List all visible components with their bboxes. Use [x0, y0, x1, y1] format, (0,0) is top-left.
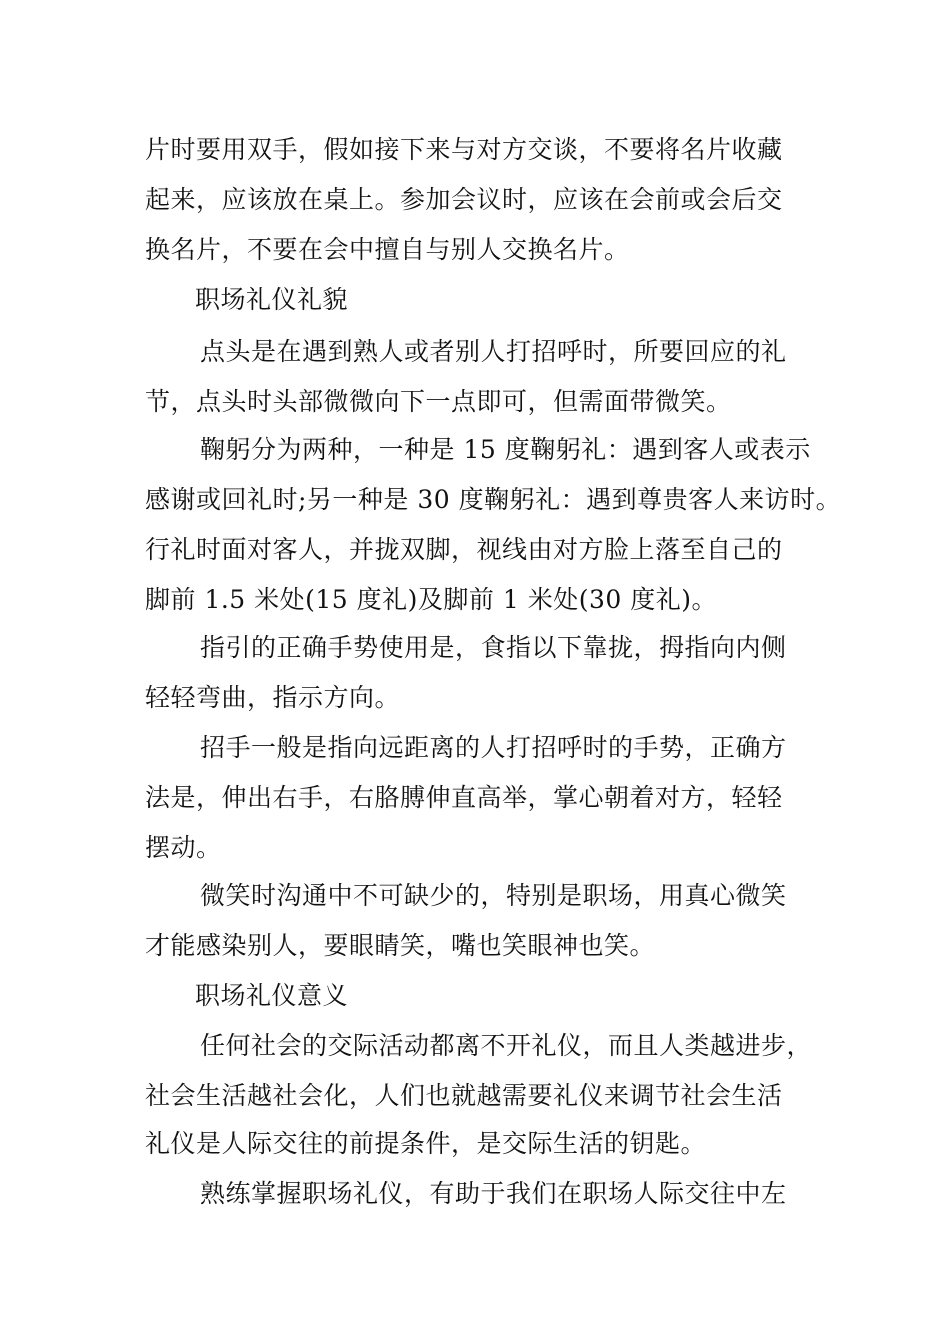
text-line: 起来，应该放在桌上。参加会议时，应该在会前或会后交 [145, 185, 783, 214]
text-line: 感谢或回礼时;另一种是 30 度鞠躬礼：遇到尊贵客人来访时。 [145, 485, 842, 514]
text-line: 轻轻弯曲，指示方向。 [145, 683, 401, 712]
text-line: 礼仪是人际交往的前提条件，是交际生活的钥匙。 [145, 1129, 707, 1158]
paragraph-first-line: 微笑时沟通中不可缺少的，特别是职场，用真心微笑 [200, 881, 787, 910]
section-heading: 职场礼仪意义 [195, 981, 349, 1010]
paragraph-first-line: 任何社会的交际活动都离不开礼仪，而且人类越进步， [200, 1031, 813, 1060]
paragraph-first-line: 指引的正确手势使用是，食指以下靠拢，拇指向内侧 [200, 633, 787, 662]
paragraph-first-line: 招手一般是指向远距离的人打招呼时的手势，正确方 [200, 733, 787, 762]
text-line: 行礼时面对客人，并拢双脚，视线由对方脸上落至自己的 [145, 535, 783, 564]
text-line: 社会生活越社会化，人们也就越需要礼仪来调节社会生活 [145, 1081, 783, 1110]
text-line: 节，点头时头部微微向下一点即可，但需面带微笑。 [145, 387, 732, 416]
text-line: 换名片，不要在会中擅自与别人交换名片。 [145, 235, 630, 264]
text-line: 摆动。 [145, 833, 222, 862]
paragraph-first-line: 点头是在遇到熟人或者别人打招呼时，所要回应的礼 [200, 337, 787, 366]
text-line: 脚前 1.5 米处(15 度礼)及脚前 1 米处(30 度礼)。 [145, 585, 717, 614]
section-heading: 职场礼仪礼貌 [195, 285, 349, 314]
text-line: 才能感染别人，要眼睛笑，嘴也笑眼神也笑。 [145, 931, 656, 960]
text-line: 法是，伸出右手，右胳膊伸直高举，掌心朝着对方，轻轻 [145, 783, 783, 812]
paragraph-first-line: 熟练掌握职场礼仪，有助于我们在职场人际交往中左 [200, 1179, 787, 1208]
paragraph-first-line: 鞠躬分为两种，一种是 15 度鞠躬礼：遇到客人或表示 [200, 435, 811, 464]
text-line: 片时要用双手，假如接下来与对方交谈，不要将名片收藏 [145, 135, 783, 164]
